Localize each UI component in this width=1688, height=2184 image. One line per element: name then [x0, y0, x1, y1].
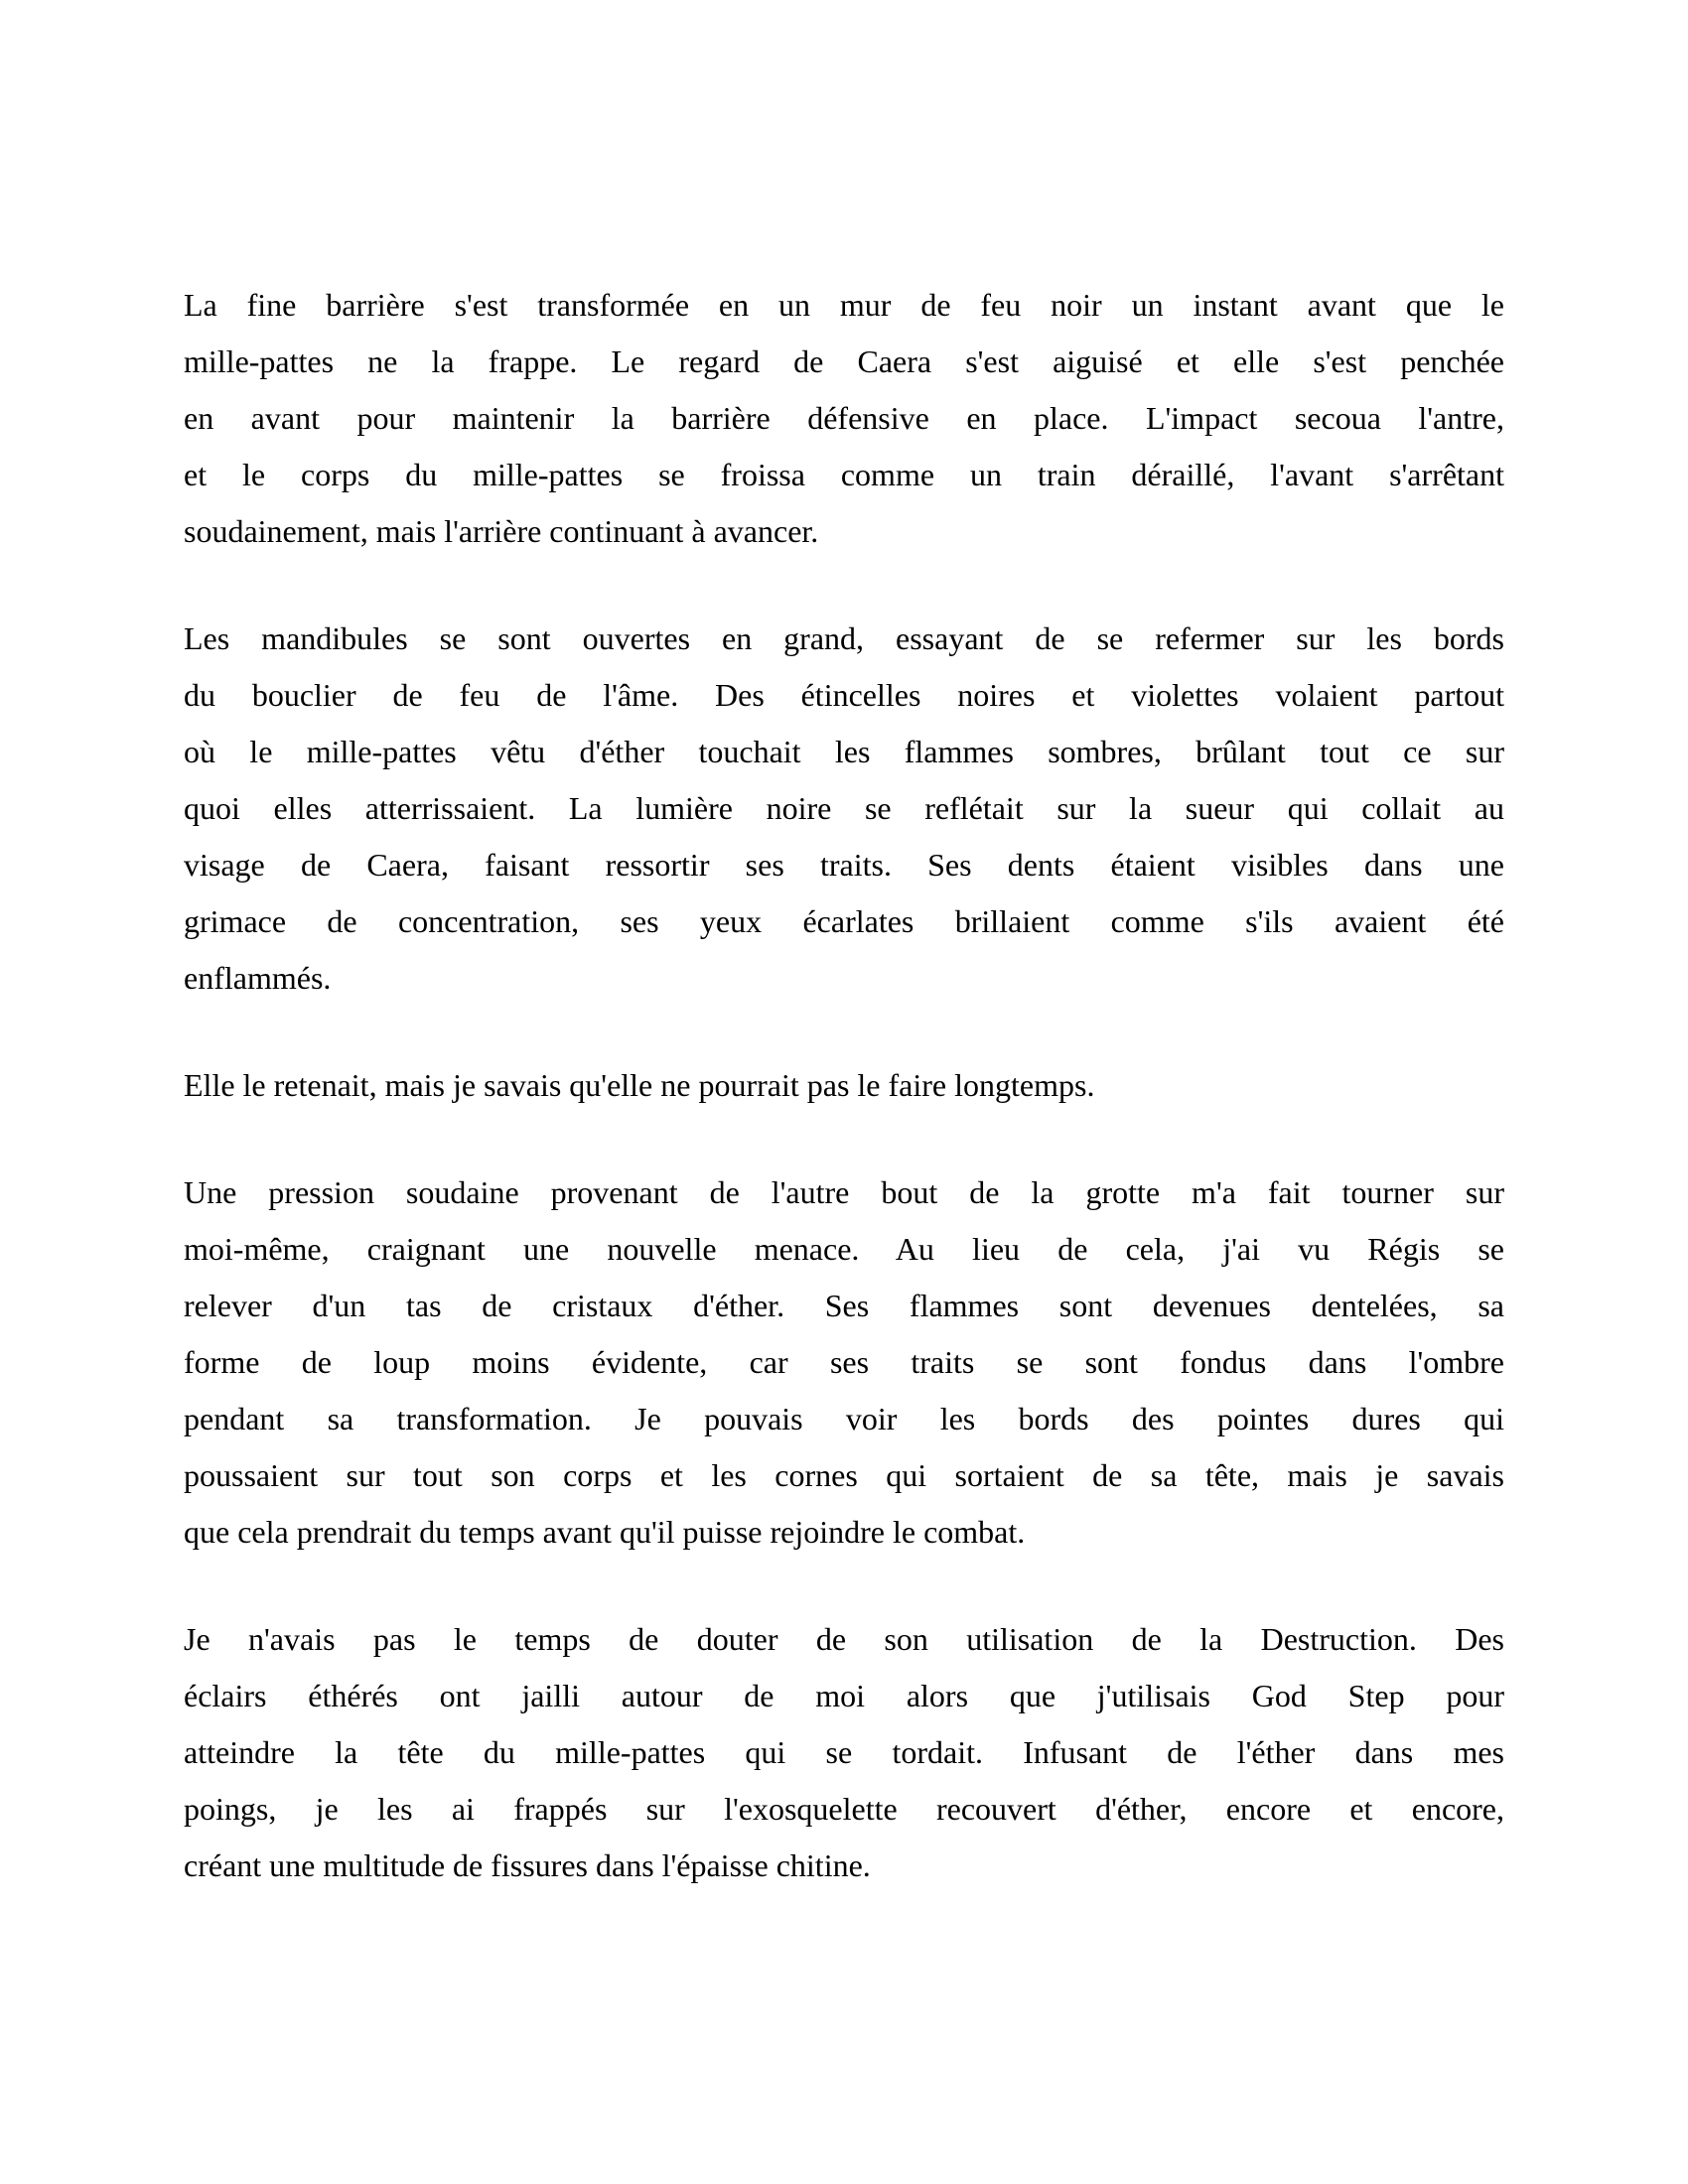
text-line: moi-même, craignant une nouvelle menace. Au lieu de cela, j'ai vu Régis se: [184, 1231, 1504, 1267]
text-line: en avant pour maintenir la barrière défensive en place. L'impact secoua l'antre,: [184, 400, 1504, 436]
text-line: forme de loup moins évidente, car ses traits se sont fondus dans l'ombre: [184, 1344, 1504, 1380]
text-line: et le corps du mille-pattes se froissa comme un train déraillé, l'avant s'arrêtant: [184, 457, 1504, 492]
paragraph: [184, 1164, 1504, 1561]
text-line: que cela prendrait du temps avant qu'il puisse rejoindre le combat.: [184, 1514, 1026, 1550]
text-line: où le mille-pattes vêtu d'éther touchait les flammes sombres, brûlant tout ce sur: [184, 734, 1504, 769]
document-body: [184, 277, 1504, 1945]
text-line: atteindre la tête du mille-pattes qui se tordait. Infusant de l'éther dans mes: [184, 1734, 1504, 1770]
text-line: poussaient sur tout son corps et les cornes qui sortaient de sa tête, mais je savais: [184, 1457, 1504, 1493]
text-line: Je n'avais pas le temps de douter de son utilisation de la Destruction. Des: [184, 1621, 1504, 1657]
paragraph: [184, 1611, 1504, 1894]
text-line: relever d'un tas de cristaux d'éther. Ses flammes sont devenues dentelées, sa: [184, 1288, 1504, 1323]
paragraph: [184, 1057, 1504, 1114]
text-line: La fine barrière s'est transformée en un mur de feu noir un instant avant que le: [184, 287, 1504, 323]
text-line: grimace de concentration, ses yeux écarlates brillaient comme s'ils avaient été: [184, 903, 1504, 939]
text-line: Les mandibules se sont ouvertes en grand, essayant de se refermer sur les bords: [184, 620, 1504, 656]
text-line: créant une multitude de fissures dans l'épaisse chitine.: [184, 1847, 871, 1883]
text-line: quoi elles atterrissaient. La lumière noire se reflétait sur la sueur qui collait au: [184, 790, 1504, 826]
text-line: éclairs éthérés ont jailli autour de moi alors que j'utilisais God Step pour: [184, 1678, 1504, 1713]
text-line: Elle le retenait, mais je savais qu'elle ne pourrait pas le faire longtemps.: [184, 1067, 1095, 1103]
text-line: visage de Caera, faisant ressortir ses traits. Ses dents étaient visibles dans une: [184, 847, 1504, 883]
text-line: Une pression soudaine provenant de l'autre bout de la grotte m'a fait tourner sur: [184, 1174, 1504, 1210]
text-line: poings, je les ai frappés sur l'exosquelette recouvert d'éther, encore et encore,: [184, 1791, 1504, 1827]
text-line: pendant sa transformation. Je pouvais voir les bords des pointes dures qui: [184, 1401, 1504, 1436]
text-line: enflammés.: [184, 960, 332, 996]
text-line: du bouclier de feu de l'âme. Des étincelles noires et violettes volaient partout: [184, 677, 1504, 713]
paragraph: [184, 611, 1504, 1007]
text-line: mille-pattes ne la frappe. Le regard de Caera s'est aiguisé et elle s'est penchée: [184, 343, 1504, 379]
paragraph: [184, 277, 1504, 560]
text-line: soudainement, mais l'arrière continuant à avancer.: [184, 513, 819, 549]
